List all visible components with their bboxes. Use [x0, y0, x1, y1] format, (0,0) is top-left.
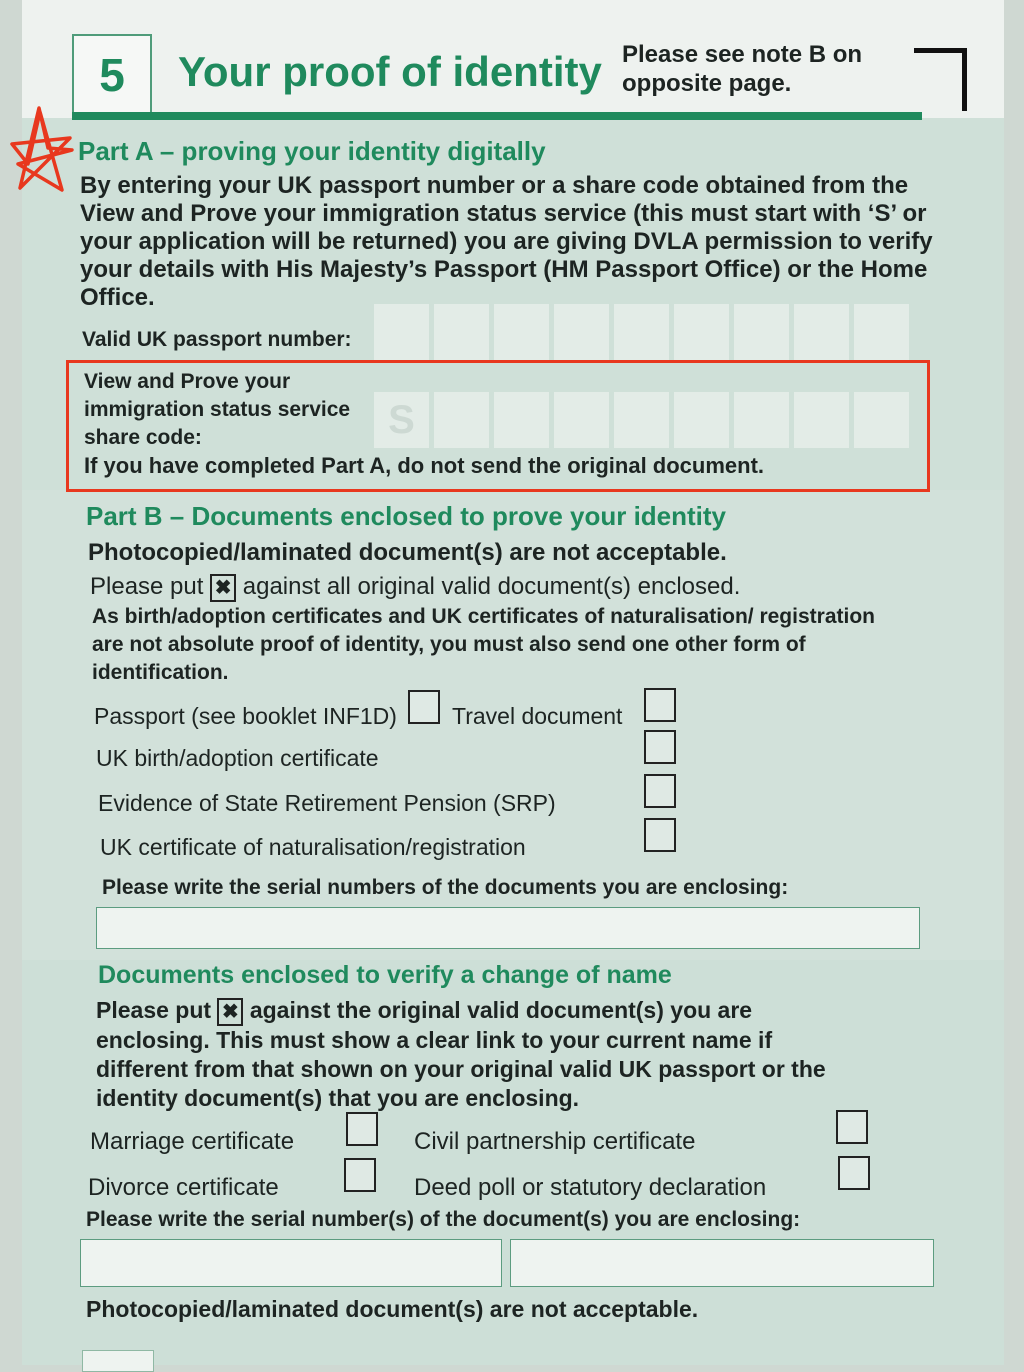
passport-number-field[interactable] [374, 304, 909, 360]
part-a-paragraph: By entering your UK passport number or a share code obtained from the View and Prove your immigration status service (this must start with ‘S’ or your application will be returned) you are giving DVLA permission to verify your details with His Majesty’s Passport (HM Passport Office) or the Home Office. [80, 172, 933, 311]
part-b-title: Part B – Documents enclosed to prove your identity [86, 501, 727, 531]
passport-digit-cell[interactable] [434, 304, 489, 360]
passport-number-label: Valid UK passport number: [82, 328, 352, 351]
name-change-serial-input-2[interactable] [510, 1239, 934, 1287]
section-rule [72, 112, 922, 120]
cross-mark-icon: ✖ [210, 574, 236, 602]
deed-poll-checkbox[interactable] [838, 1156, 870, 1190]
passport-digit-cell[interactable] [554, 304, 609, 360]
share-code-cell[interactable] [854, 392, 909, 448]
civil-partnership-label: Civil partnership certificate [414, 1128, 696, 1155]
naturalisation-note: As birth/adoption certificates and UK certificates of naturalisation/ registration are not absolute proof of identity, you must also send one other form of identification. [92, 605, 875, 684]
serial-numbers-input[interactable] [96, 907, 920, 949]
srp-label: Evidence of State Retirement Pension (SRP) [98, 790, 556, 816]
name-change-title: Documents enclosed to verify a change of name [98, 961, 672, 989]
divorce-checkbox[interactable] [344, 1158, 376, 1192]
section-number: 5 [72, 34, 152, 116]
passport-digit-cell[interactable] [794, 304, 849, 360]
civil-partnership-checkbox[interactable] [836, 1110, 868, 1144]
corner-mark [914, 48, 967, 111]
name-change-not-acceptable: Photocopied/laminated document(s) are not acceptable. [86, 1296, 699, 1322]
birth-cert-checkbox[interactable] [644, 730, 676, 764]
share-code-prefix-cell: S [374, 392, 429, 448]
part-b-not-acceptable: Photocopied/laminated document(s) are not acceptable. [88, 539, 727, 566]
please-put-after: against all original valid document(s) enclosed. [242, 573, 741, 600]
share-code-cell[interactable] [614, 392, 669, 448]
instruction-after: against the original valid document(s) you are enclosing. This must show a clear link to your current name if different from that shown on your original valid UK passport or the identity document(s) that you are enclosing. [96, 997, 826, 1111]
name-change-serial-label: Please write the serial number(s) of the document(s) you are enclosing: [86, 1208, 801, 1231]
passport-digit-cell[interactable] [674, 304, 729, 360]
red-star-icon [6, 104, 76, 194]
share-code-cell[interactable] [434, 392, 489, 448]
part-a-warning: If you have completed Part A, do not send the original document. [84, 453, 765, 478]
naturalisation-cert-label: UK certificate of naturalisation/registration [100, 834, 526, 860]
bottom-box [82, 1350, 154, 1372]
marriage-cert-label: Marriage certificate [90, 1128, 295, 1155]
share-code-cell[interactable] [554, 392, 609, 448]
marriage-checkbox[interactable] [346, 1112, 378, 1146]
naturalisation-checkbox[interactable] [644, 818, 676, 852]
passport-doc-label: Passport (see booklet INF1D) [94, 703, 397, 729]
share-code-cell[interactable] [674, 392, 729, 448]
share-code-cell[interactable] [794, 392, 849, 448]
name-change-serial-input-1[interactable] [80, 1239, 502, 1287]
deed-poll-label: Deed poll or statutory declaration [414, 1174, 767, 1201]
instruction-before: Please put [96, 997, 212, 1023]
passport-digit-cell[interactable] [374, 304, 429, 360]
share-code-cell[interactable] [494, 392, 549, 448]
please-put-before: Please put [90, 573, 204, 600]
travel-document-checkbox[interactable] [644, 688, 676, 722]
name-change-instruction [96, 996, 856, 1113]
see-note-text: Please see note B on opposite page. [622, 41, 863, 97]
part-b-please-put [90, 573, 740, 602]
section-title: Your proof of identity [178, 48, 602, 95]
share-code-label: View and Prove your immigration status service share code: [84, 370, 351, 449]
passport-digit-cell[interactable] [494, 304, 549, 360]
serial-numbers-label: Please write the serial numbers of the documents you are enclosing: [102, 876, 789, 899]
divorce-cert-label: Divorce certificate [88, 1174, 279, 1201]
part-a-title: Part A – proving your identity digitally [78, 136, 546, 166]
cross-mark-icon: ✖ [217, 998, 243, 1026]
srp-checkbox[interactable] [644, 774, 676, 808]
share-code-field[interactable] [374, 392, 909, 448]
share-code-cell[interactable] [734, 392, 789, 448]
passport-digit-cell[interactable] [614, 304, 669, 360]
birth-cert-label: UK birth/adoption certificate [96, 745, 379, 771]
passport-digit-cell[interactable] [734, 304, 789, 360]
passport-digit-cell[interactable] [854, 304, 909, 360]
travel-doc-label: Travel document [452, 703, 623, 729]
passport-checkbox[interactable] [408, 690, 440, 724]
